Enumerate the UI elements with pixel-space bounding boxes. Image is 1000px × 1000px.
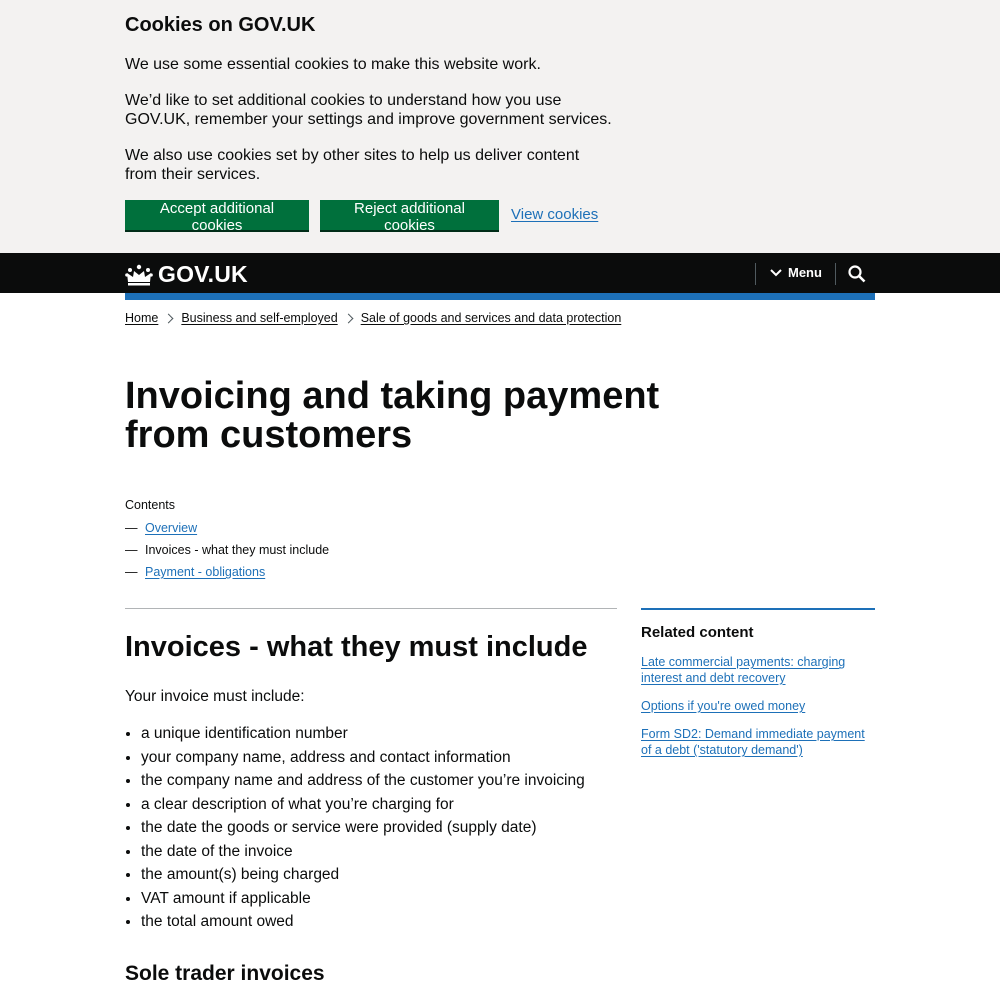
list-item: • a unique identification number bbox=[141, 724, 585, 748]
site-header bbox=[0, 253, 1000, 293]
crown-icon bbox=[125, 264, 153, 286]
list-item: • a clear description of what you’re charging for bbox=[141, 795, 585, 819]
page-title: Invoicing and taking payment from customers bbox=[125, 375, 660, 456]
list-item bbox=[641, 698, 875, 714]
cookie-banner-text: We also use cookies set by other sites to help us deliver content from their services. bbox=[125, 147, 580, 183]
section-heading: Invoices - what they must include bbox=[125, 631, 588, 663]
contents-current-item: Invoices - what they must include bbox=[145, 543, 330, 557]
list-item: • VAT amount if applicable bbox=[141, 889, 585, 913]
intro-text: Your invoice must include: bbox=[125, 688, 305, 705]
cookie-banner-text: We use some essential cookies to make this website work. bbox=[125, 56, 541, 73]
logo-text: GOV.UK bbox=[158, 261, 248, 287]
list-item: • the date the goods or service were provided (supply date) bbox=[141, 818, 585, 842]
chevron-right-icon bbox=[164, 313, 174, 323]
dash-marker: — bbox=[125, 521, 138, 535]
menu-button[interactable] bbox=[770, 265, 822, 280]
cookie-banner-title: Cookies on GOV.UK bbox=[125, 14, 316, 36]
related-content-list bbox=[641, 654, 875, 770]
list-item: • the total amount owed bbox=[141, 912, 585, 936]
header-accent-rule bbox=[125, 293, 875, 300]
search-icon[interactable] bbox=[848, 265, 866, 283]
contents-link-payment[interactable]: Payment - obligations bbox=[145, 565, 266, 579]
reject-cookies-button[interactable]: Reject additional cookies bbox=[320, 200, 499, 230]
dash-marker: — bbox=[125, 565, 138, 579]
list-item: • your company name, address and contact information bbox=[141, 748, 585, 772]
list-item bbox=[641, 726, 875, 758]
related-link-form-sd2[interactable]: Form SD2: Demand immediate payment of a debt ('statutory demand') bbox=[641, 727, 865, 757]
breadcrumb-home[interactable]: Home bbox=[125, 311, 159, 325]
breadcrumb-business[interactable]: Business and self-employed bbox=[181, 311, 338, 325]
related-link-late-payments[interactable]: Late commercial payments: charging interest and debt recovery bbox=[641, 655, 846, 685]
list-item: • the company name and address of the customer you’re invoicing bbox=[141, 771, 585, 795]
cookie-banner-text: We’d like to set additional cookies to understand how you use GOV.UK, remember your settings and improve government services. bbox=[125, 92, 612, 128]
dash-marker: — bbox=[125, 543, 138, 557]
breadcrumb-sale-of-goods[interactable]: Sale of goods and services and data protection bbox=[360, 311, 622, 325]
requirements-list bbox=[125, 724, 585, 936]
contents-item bbox=[125, 542, 329, 564]
section-subheading: Sole trader invoices bbox=[125, 962, 325, 985]
header-divider bbox=[835, 263, 836, 285]
chevron-right-icon bbox=[343, 313, 353, 323]
contents-item bbox=[125, 564, 329, 586]
list-item: • the amount(s) being charged bbox=[141, 865, 585, 889]
section-divider bbox=[125, 608, 617, 609]
related-content-rule bbox=[641, 608, 875, 610]
chevron-down-icon bbox=[770, 268, 782, 277]
contents-item bbox=[125, 520, 329, 542]
header-divider bbox=[755, 263, 756, 285]
contents-heading: Contents bbox=[125, 498, 176, 512]
menu-label: Menu bbox=[788, 265, 822, 280]
contents-link-overview[interactable]: Overview bbox=[145, 521, 198, 535]
accept-cookies-button[interactable]: Accept additional cookies bbox=[125, 200, 309, 230]
breadcrumb bbox=[125, 311, 621, 325]
related-link-owed-money[interactable]: Options if you're owed money bbox=[641, 699, 806, 713]
contents-list bbox=[125, 520, 329, 586]
view-cookies-link[interactable]: View cookies bbox=[511, 206, 599, 223]
list-item bbox=[641, 654, 875, 686]
list-item: • the date of the invoice bbox=[141, 842, 585, 866]
govuk-logo-link[interactable] bbox=[125, 261, 248, 288]
cookie-banner bbox=[0, 0, 1000, 253]
related-content-heading: Related content bbox=[641, 624, 754, 641]
